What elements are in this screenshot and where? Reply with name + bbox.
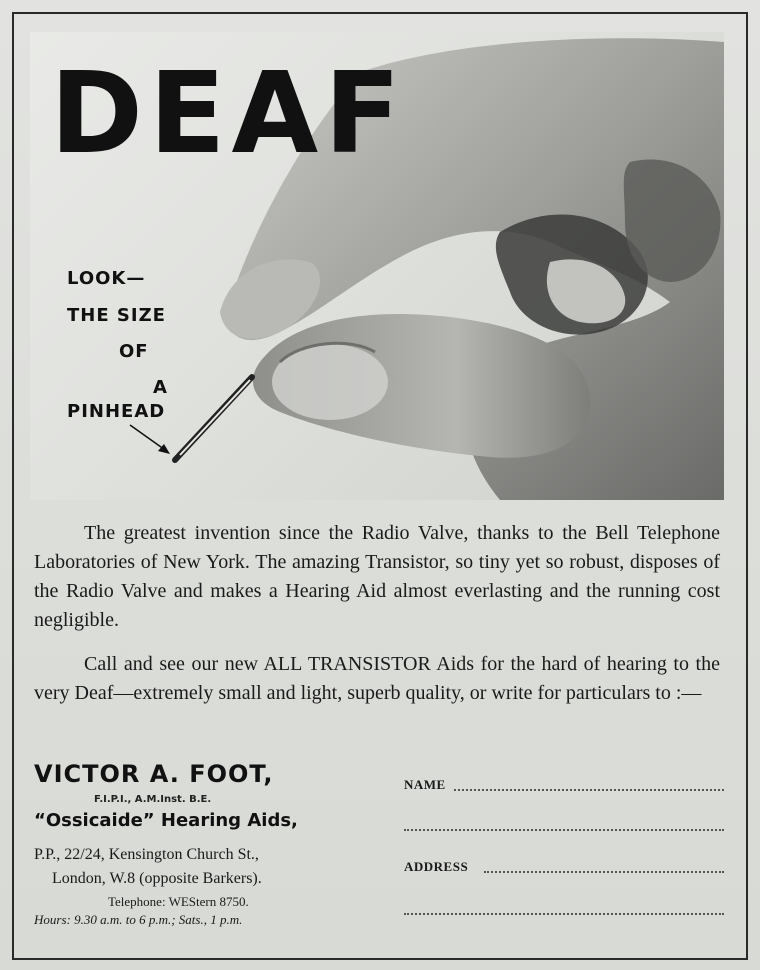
headline: DEAF	[50, 49, 407, 179]
company-name: VICTOR A. FOOT,	[34, 760, 274, 788]
address-field[interactable]	[484, 871, 724, 873]
opening-hours: Hours: 9.30 a.m. to 6 p.m.; Sats., 1 p.m.	[34, 912, 243, 927]
telephone: Telephone: WEStern 8750.	[108, 894, 249, 909]
address-line-2: London, W.8 (opposite Barkers).	[52, 870, 262, 887]
name-field[interactable]	[454, 789, 724, 791]
hand-holding-transistor-photo	[30, 32, 724, 500]
address-label: ADDRESS	[404, 859, 469, 874]
name-label: NAME	[404, 777, 446, 792]
callout-line: A	[153, 377, 168, 398]
qualifications: F.I.P.I., A.M.Inst. B.E.	[94, 794, 212, 805]
body-paragraph-1: The greatest invention since the Radio Valve, thanks to the Bell Telephone Laboratories of New York. The amazing Transistor, so tiny yet so robust, disposes of the Radio Valve and makes a Hearing Aid almost everlasting and the running cost negligible.	[34, 522, 720, 631]
address-row	[404, 857, 724, 877]
body-paragraph-2: Call and see our new ALL TRANSISTOR Aids for the hard of hearing to the very Deaf—extremely small and light, superb quality, or write for particulars to :—	[34, 653, 720, 704]
callout-line: LOOK—	[67, 268, 146, 289]
callout-line: PINHEAD	[67, 401, 166, 422]
address-field-continued[interactable]	[404, 913, 724, 915]
brand-name: “Ossicaide” Hearing Aids,	[34, 810, 298, 831]
blank-row	[404, 815, 724, 835]
name-field-continued[interactable]	[404, 829, 724, 831]
address-line-1: P.P., 22/24, Kensington Church St.,	[34, 846, 259, 863]
callout-line: OF	[119, 341, 149, 362]
callout-line: THE SIZE	[67, 305, 166, 326]
name-row	[404, 775, 724, 795]
blank-row	[404, 899, 724, 919]
